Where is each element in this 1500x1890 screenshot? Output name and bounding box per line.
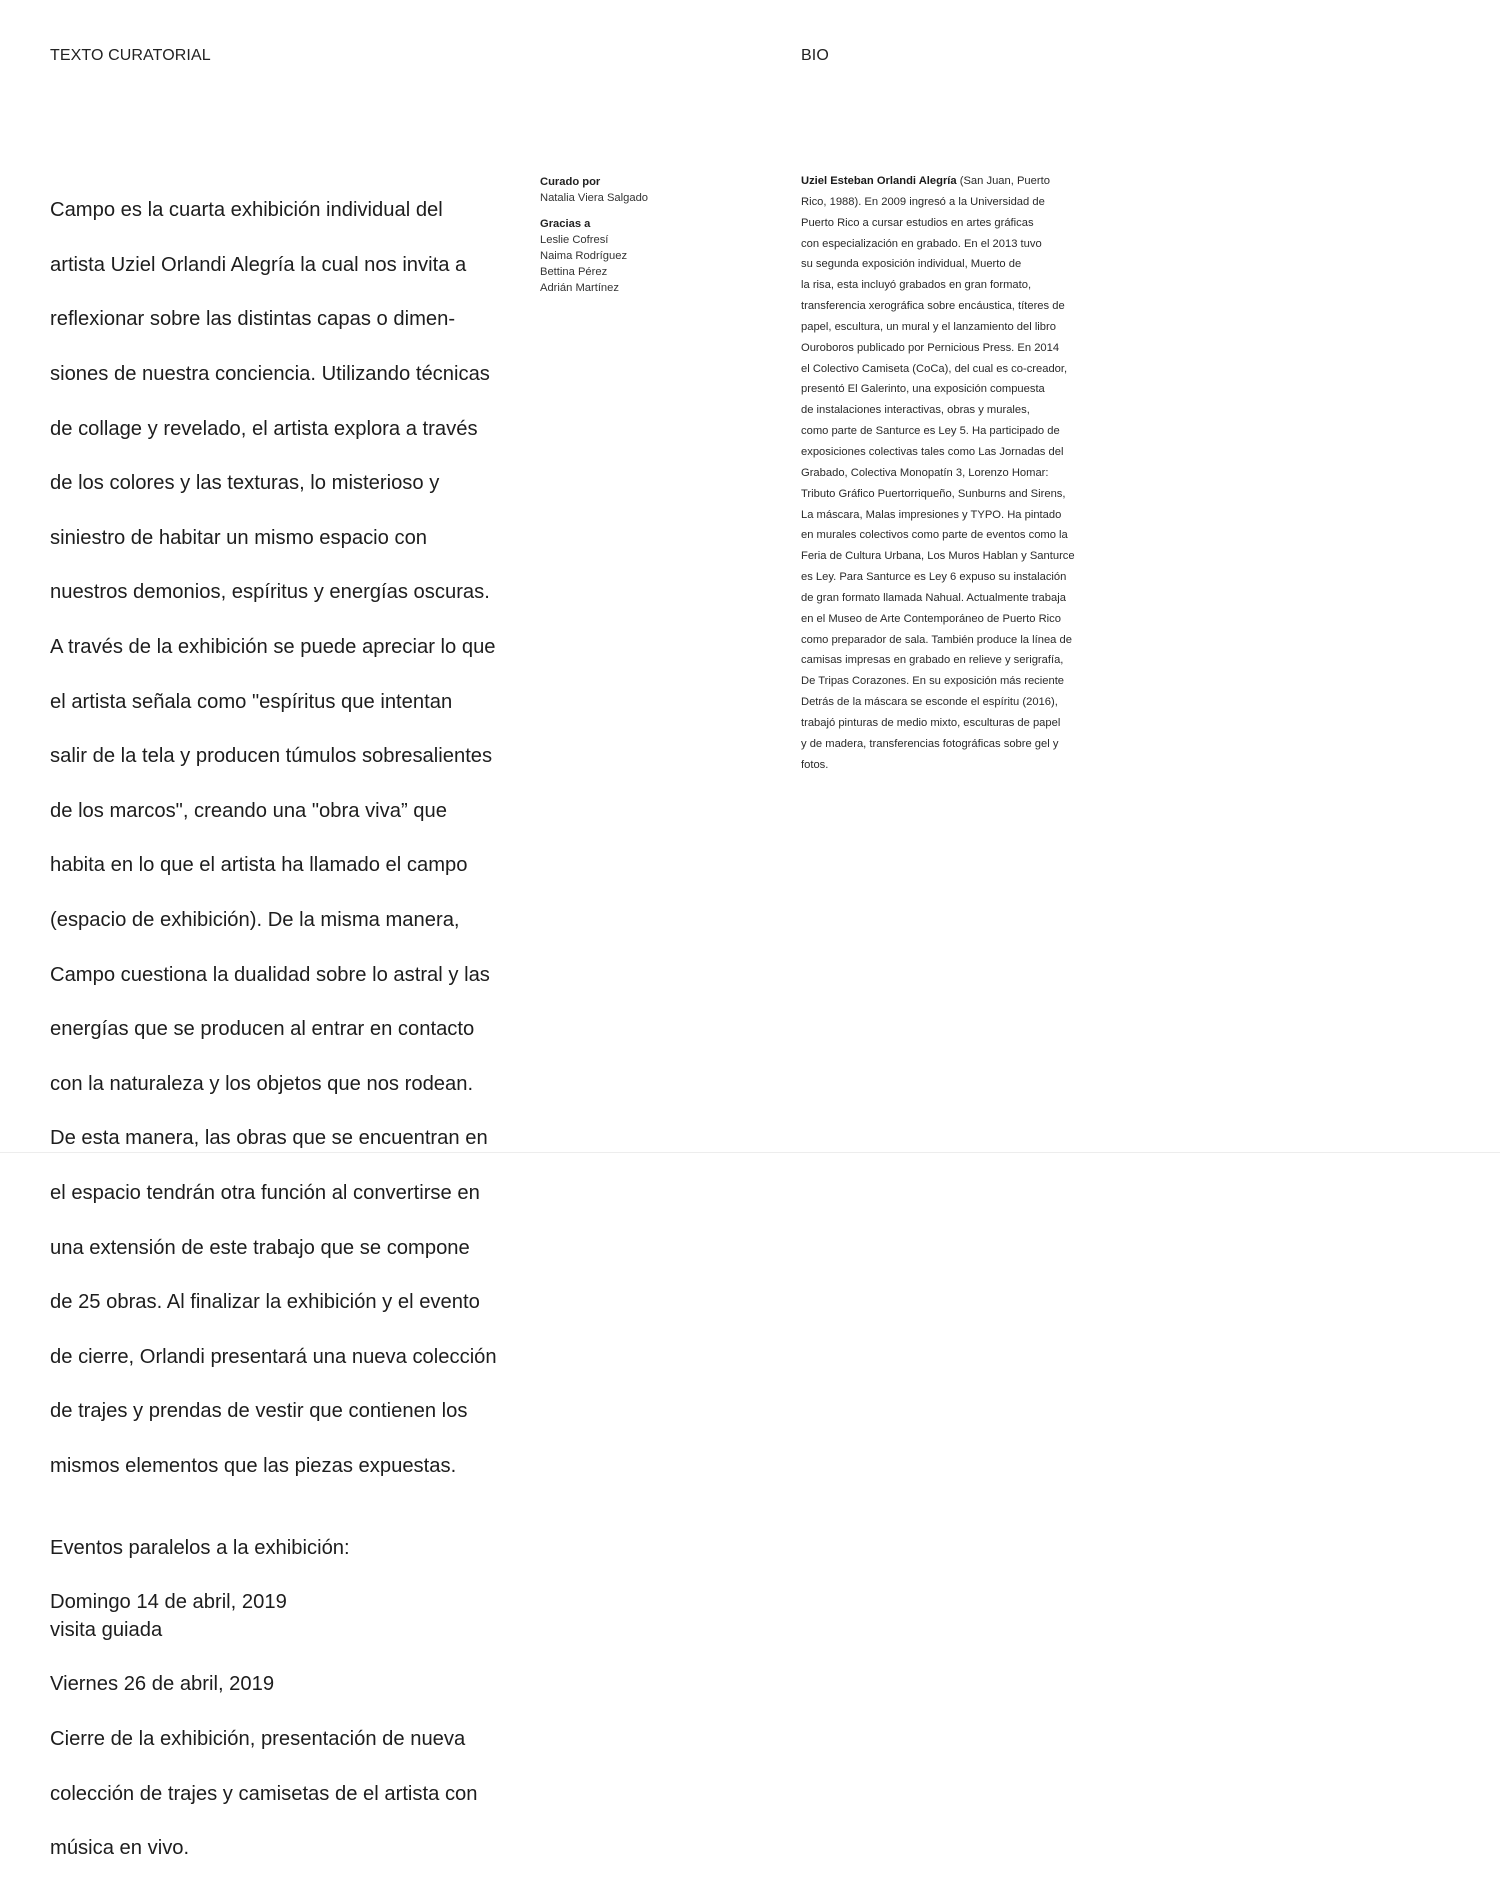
- thanks-name: Bettina Pérez: [540, 266, 608, 278]
- bio-line: [801, 171, 1117, 192]
- bio-first-line-rest: (San Juan, Puerto: [956, 175, 1050, 187]
- bio-line: De Tripas Corazones. En su exposición más reciente: [801, 675, 1065, 688]
- bio-line: fotos.: [801, 758, 829, 771]
- bio-line: presentó El Galerinto, una exposición compuesta: [801, 383, 1045, 396]
- curated-by-heading: Curado por: [540, 176, 601, 188]
- thanks-name: Naima Rodríguez: [540, 250, 628, 262]
- body-line: De esta manera, las obras que se encuentran en: [50, 1127, 488, 1150]
- thanks-name: Adrián Martínez: [540, 282, 619, 294]
- thanks-name: Leslie Cofresí: [540, 234, 609, 246]
- bio-line: Tributo Gráfico Puertorriqueño, Sunburns and Sirens,: [801, 487, 1066, 500]
- bio-line: como parte de Santurce es Ley 5. Ha participado de: [801, 425, 1060, 438]
- section-label-curatorial: TEXTO CURATORIAL: [50, 47, 211, 64]
- bio-line: trabajó pinturas de medio mixto, esculturas de papel: [801, 716, 1061, 729]
- body-line: el espacio tendrán otra función al convertirse en: [50, 1181, 480, 1204]
- body-line: reflexionar sobre las distintas capas o dimen-: [50, 308, 456, 331]
- bio-line: el Colectivo Camiseta (CoCa), del cual es co-creador,: [801, 362, 1068, 375]
- bio-line: y de madera, transferencias fotográficas sobre gel y: [801, 737, 1059, 750]
- body-line: el artista señala como "espíritus que intentan: [50, 690, 453, 713]
- body-line: una extensión de este trabajo que se compone: [50, 1236, 470, 1259]
- bio-line: Puerto Rico a cursar estudios en artes gráficas: [801, 216, 1034, 229]
- event-description: [50, 1699, 530, 1890]
- body-line: siones de nuestra conciencia. Utilizando técnicas: [50, 363, 490, 386]
- bio-line: Feria de Cultura Urbana, Los Muros Hablan y Santurce: [801, 550, 1075, 563]
- body-line: salir de la tela y producen túmulos sobresalientes: [50, 745, 493, 768]
- event-date: Viernes 26 de abril, 2019: [50, 1673, 275, 1696]
- body-line: de trajes y prendas de vestir que contienen los: [50, 1400, 468, 1423]
- body-line: Campo es la cuarta exhibición individual del: [50, 199, 443, 222]
- thanks-heading: Gracias a: [540, 218, 591, 230]
- page-divider: [0, 1152, 1500, 1153]
- bio-line: Grabado, Colectiva Monopatín 3, Lorenzo Homar:: [801, 466, 1049, 479]
- body-line: (espacio de exhibición). De la misma manera,: [50, 909, 460, 932]
- body-line: mismos elementos que las piezas expuestas.: [50, 1454, 457, 1477]
- section-label-bio: BIO: [801, 47, 829, 64]
- body-line: de los colores y las texturas, lo misterioso y: [50, 472, 440, 495]
- events-heading: Eventos paralelos a la exhibición:: [50, 1536, 350, 1559]
- bio-line: La máscara, Malas impresiones y TYPO. Ha pintado: [801, 508, 1062, 521]
- bio-line: en murales colectivos como parte de eventos como la: [801, 529, 1068, 542]
- body-line: siniestro de habitar un mismo espacio con: [50, 526, 428, 549]
- bio-line: Detrás de la máscara se esconde el espíritu (2016),: [801, 696, 1058, 709]
- event-line: música en vivo.: [50, 1837, 190, 1860]
- bio-line: es Ley. Para Santurce es Ley 6 expuso su instalación: [801, 571, 1067, 584]
- event-date: Domingo 14 de abril, 2019: [50, 1591, 287, 1614]
- body-line: de collage y revelado, el artista explora a través: [50, 417, 478, 440]
- bio-line: papel, escultura, un mural y el lanzamiento del libro: [801, 320, 1056, 333]
- body-line: de los marcos", creando una "obra viva” que: [50, 799, 447, 822]
- curated-by-block: [540, 174, 740, 206]
- event-description: visita guiada: [50, 1618, 163, 1641]
- bio-line: Ouroboros publicado por Pernicious Press. En 2014: [801, 341, 1060, 354]
- body-line: A través de la exhibición se puede apreciar lo que: [50, 636, 496, 659]
- body-line: nuestros demonios, espíritus y energías oscuras.: [50, 581, 490, 604]
- curatorial-body: [50, 170, 530, 1508]
- body-line: con la naturaleza y los objetos que nos rodean.: [50, 1072, 474, 1095]
- bio-line: camisas impresas en grabado en relieve y serigrafía,: [801, 654, 1064, 667]
- bio-line: exposiciones colectivas tales como Las Jornadas del: [801, 445, 1064, 458]
- bio-line: transferencia xerográfica sobre encáustica, títeres de: [801, 300, 1065, 313]
- bio-name: Uziel Esteban Orlandi Alegría: [801, 175, 957, 187]
- bio-line: Rico, 1988). En 2009 ingresó a la Universidad de: [801, 195, 1045, 208]
- body-line: habita en lo que el artista ha llamado el campo: [50, 854, 468, 877]
- body-line: de cierre, Orlandi presentará una nueva colección: [50, 1345, 497, 1368]
- bio-line: la risa, esta incluyó grabados en gran formato,: [801, 279, 1032, 292]
- body-line: artista Uziel Orlandi Alegría la cual nos invita a: [50, 253, 467, 276]
- bio-text: [801, 171, 1117, 775]
- credits: [540, 174, 740, 306]
- body-line: energías que se producen al entrar en contacto: [50, 1018, 475, 1041]
- thanks-block: [540, 216, 740, 296]
- bio-line: de gran formato llamada Nahual. Actualmente trabaja: [801, 591, 1066, 604]
- event-line: colección de trajes y camisetas de el artista con: [50, 1782, 478, 1805]
- body-line: de 25 obras. Al finalizar la exhibición y el evento: [50, 1291, 480, 1314]
- body-line: Campo cuestiona la dualidad sobre lo astral y las: [50, 963, 490, 986]
- event-line: Cierre de la exhibición, presentación de nueva: [50, 1727, 466, 1750]
- bio-line: de instalaciones interactivas, obras y murales,: [801, 404, 1030, 417]
- curatorial-text: [50, 170, 530, 1890]
- bio-line: con especialización en grabado. En el 2013 tuvo: [801, 237, 1042, 250]
- bio-line: su segunda exposición individual, Muerto de: [801, 258, 1022, 271]
- bio-line: como preparador de sala. También produce la línea de: [801, 633, 1072, 646]
- bio-line: en el Museo de Arte Contemporáneo de Puerto Rico: [801, 612, 1061, 625]
- curator-name: Natalia Viera Salgado: [540, 192, 649, 204]
